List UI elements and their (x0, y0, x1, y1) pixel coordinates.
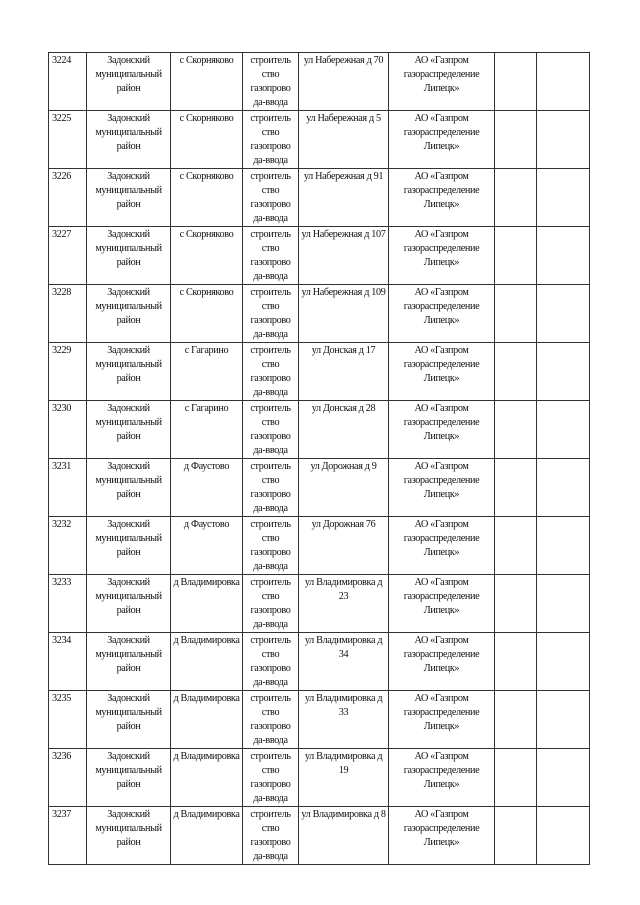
row-number-cell: 3225 (49, 111, 87, 169)
organization-cell: АО «Газпром газораспределение Липецк» (389, 633, 495, 691)
table-row (49, 575, 590, 633)
district-cell: Задонский муниципальный район (87, 285, 171, 343)
empty-cell-8 (537, 285, 590, 343)
address-cell: ул Набережная д 70 (299, 53, 389, 111)
table-row (49, 343, 590, 401)
settlement-cell: с Гагарино (171, 401, 243, 459)
settlement-cell: с Гагарино (171, 343, 243, 401)
organization-cell: АО «Газпром газораспределение Липецк» (389, 169, 495, 227)
row-number-cell: 3233 (49, 575, 87, 633)
settlement-cell: с Скорняково (171, 285, 243, 343)
empty-cell-7 (495, 459, 537, 517)
settlement-cell: д Владимировка (171, 575, 243, 633)
work-type-cell: строитель ство газопрово да-ввода (243, 575, 299, 633)
empty-cell-7 (495, 169, 537, 227)
address-cell: ул Владимировка д 23 (299, 575, 389, 633)
district-cell: Задонский муниципальный район (87, 575, 171, 633)
table-row (49, 53, 590, 111)
row-number-cell: 3236 (49, 749, 87, 807)
settlement-cell: с Скорняково (171, 111, 243, 169)
work-type-cell: строитель ство газопрово да-ввода (243, 111, 299, 169)
empty-cell-7 (495, 285, 537, 343)
address-cell: ул Донская д 17 (299, 343, 389, 401)
row-number-cell: 3237 (49, 807, 87, 865)
organization-cell: АО «Газпром газораспределение Липецк» (389, 691, 495, 749)
district-cell: Задонский муниципальный район (87, 111, 171, 169)
empty-cell-8 (537, 691, 590, 749)
settlement-cell: с Скорняково (171, 169, 243, 227)
district-cell: Задонский муниципальный район (87, 401, 171, 459)
district-cell: Задонский муниципальный район (87, 53, 171, 111)
address-cell: ул Владимировка д 34 (299, 633, 389, 691)
address-cell: ул Донская д 28 (299, 401, 389, 459)
district-cell: Задонский муниципальный район (87, 343, 171, 401)
row-number-cell: 3232 (49, 517, 87, 575)
organization-cell: АО «Газпром газораспределение Липецк» (389, 807, 495, 865)
empty-cell-7 (495, 691, 537, 749)
settlement-cell: д Фаустово (171, 459, 243, 517)
work-type-cell: строитель ство газопрово да-ввода (243, 807, 299, 865)
settlement-cell: с Скорняково (171, 53, 243, 111)
table-row (49, 227, 590, 285)
district-cell: Задонский муниципальный район (87, 749, 171, 807)
work-type-cell: строитель ство газопрово да-ввода (243, 633, 299, 691)
settlement-cell: с Скорняково (171, 227, 243, 285)
table-row (49, 633, 590, 691)
settlement-cell: д Владимировка (171, 633, 243, 691)
row-number-cell: 3227 (49, 227, 87, 285)
empty-cell-7 (495, 807, 537, 865)
district-cell: Задонский муниципальный район (87, 807, 171, 865)
empty-cell-7 (495, 633, 537, 691)
work-type-cell: строитель ство газопрово да-ввода (243, 169, 299, 227)
empty-cell-7 (495, 517, 537, 575)
organization-cell: АО «Газпром газораспределение Липецк» (389, 517, 495, 575)
organization-cell: АО «Газпром газораспределение Липецк» (389, 459, 495, 517)
work-type-cell: строитель ство газопрово да-ввода (243, 691, 299, 749)
table-row (49, 111, 590, 169)
address-cell: ул Набережная д 109 (299, 285, 389, 343)
district-cell: Задонский муниципальный район (87, 633, 171, 691)
row-number-cell: 3231 (49, 459, 87, 517)
table-row (49, 169, 590, 227)
district-cell: Задонский муниципальный район (87, 459, 171, 517)
table-row (49, 285, 590, 343)
row-number-cell: 3234 (49, 633, 87, 691)
empty-cell-7 (495, 401, 537, 459)
empty-cell-8 (537, 459, 590, 517)
table-row (49, 459, 590, 517)
address-cell: ул Дорожная д 9 (299, 459, 389, 517)
organization-cell: АО «Газпром газораспределение Липецк» (389, 285, 495, 343)
empty-cell-8 (537, 633, 590, 691)
table-row (49, 691, 590, 749)
empty-cell-8 (537, 111, 590, 169)
district-cell: Задонский муниципальный район (87, 691, 171, 749)
work-type-cell: строитель ство газопрово да-ввода (243, 401, 299, 459)
organization-cell: АО «Газпром газораспределение Липецк» (389, 401, 495, 459)
empty-cell-8 (537, 807, 590, 865)
work-type-cell: строитель ство газопрово да-ввода (243, 227, 299, 285)
district-cell: Задонский муниципальный район (87, 227, 171, 285)
organization-cell: АО «Газпром газораспределение Липецк» (389, 53, 495, 111)
work-type-cell: строитель ство газопрово да-ввода (243, 459, 299, 517)
empty-cell-8 (537, 517, 590, 575)
table-row (49, 401, 590, 459)
address-cell: ул Набережная д 91 (299, 169, 389, 227)
empty-cell-7 (495, 343, 537, 401)
row-number-cell: 3226 (49, 169, 87, 227)
empty-cell-8 (537, 401, 590, 459)
address-cell: ул Владимировка д 33 (299, 691, 389, 749)
work-type-cell: строитель ство газопрово да-ввода (243, 517, 299, 575)
settlement-cell: д Фаустово (171, 517, 243, 575)
organization-cell: АО «Газпром газораспределение Липецк» (389, 749, 495, 807)
empty-cell-7 (495, 111, 537, 169)
district-cell: Задонский муниципальный район (87, 517, 171, 575)
organization-cell: АО «Газпром газораспределение Липецк» (389, 111, 495, 169)
work-type-cell: строитель ство газопрово да-ввода (243, 53, 299, 111)
district-cell: Задонский муниципальный район (87, 169, 171, 227)
organization-cell: АО «Газпром газораспределение Липецк» (389, 227, 495, 285)
work-type-cell: строитель ство газопрово да-ввода (243, 285, 299, 343)
work-type-cell: строитель ство газопрово да-ввода (243, 749, 299, 807)
table-row (49, 749, 590, 807)
empty-cell-7 (495, 749, 537, 807)
empty-cell-7 (495, 227, 537, 285)
organization-cell: АО «Газпром газораспределение Липецк» (389, 575, 495, 633)
row-number-cell: 3235 (49, 691, 87, 749)
address-cell: ул Дорожная 76 (299, 517, 389, 575)
settlement-cell: д Владимировка (171, 691, 243, 749)
work-type-cell: строитель ство газопрово да-ввода (243, 343, 299, 401)
empty-cell-8 (537, 575, 590, 633)
row-number-cell: 3230 (49, 401, 87, 459)
table-row (49, 807, 590, 865)
address-cell: ул Набережная д 107 (299, 227, 389, 285)
empty-cell-7 (495, 53, 537, 111)
table-row (49, 517, 590, 575)
organization-cell: АО «Газпром газораспределение Липецк» (389, 343, 495, 401)
row-number-cell: 3229 (49, 343, 87, 401)
empty-cell-8 (537, 169, 590, 227)
address-cell: ул Владимировка д 8 (299, 807, 389, 865)
empty-cell-8 (537, 749, 590, 807)
empty-cell-8 (537, 227, 590, 285)
address-cell: ул Набережная д 5 (299, 111, 389, 169)
empty-cell-8 (537, 343, 590, 401)
settlement-cell: д Владимировка (171, 749, 243, 807)
row-number-cell: 3228 (49, 285, 87, 343)
address-cell: ул Владимировка д 19 (299, 749, 389, 807)
empty-cell-7 (495, 575, 537, 633)
registry-table-body (49, 53, 590, 865)
registry-table (48, 52, 590, 865)
empty-cell-8 (537, 53, 590, 111)
settlement-cell: д Владимировка (171, 807, 243, 865)
row-number-cell: 3224 (49, 53, 87, 111)
